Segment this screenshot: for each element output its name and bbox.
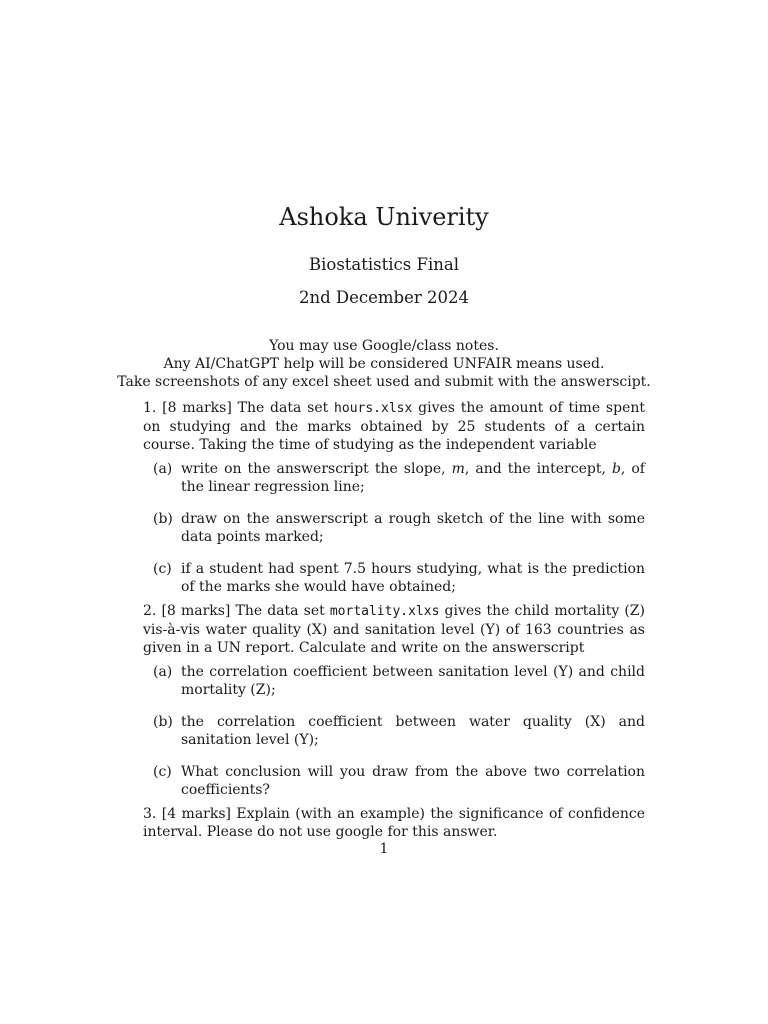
part-text: What conclusion will you draw from the above two correlation coefficients?	[181, 764, 645, 798]
instruction-line: You may use Google/class notes.	[269, 338, 499, 354]
question-2: 2. [8 marks] The data set mortality.xlxs gives the child mortality (Z) vis-à-vis water quality (X) and sanitation level (Y) of 163 countries as given in a UN report. Calculate and write on the answerscript	[143, 603, 645, 656]
course-title: Biostatistics Final	[309, 255, 459, 274]
part-label: (b)	[153, 511, 173, 527]
data-file-name: hours.xlsx	[334, 401, 413, 416]
question-3: 3. [4 marks] Explain (with an example) the significance of confidence interval. Please do not use google for this answer.	[143, 806, 645, 840]
data-file-name: mortality.xlxs	[329, 604, 440, 619]
page-number: 1	[379, 841, 389, 857]
part-text: if a student had spent 7.5 hours studying, what is the prediction of the marks she would have obtained;	[181, 561, 645, 595]
question-1b	[153, 510, 645, 546]
question-1: 1. [8 marks] The data set hours.xlsx gives the amount of time spent on studying and the marks obtained by 25 students of a certain course. Taking the time of studying as the independent variable	[143, 400, 645, 453]
question-2a	[153, 663, 645, 699]
question-1a	[153, 460, 645, 496]
question-2b	[153, 713, 645, 749]
exam-date: 2nd December 2024	[298, 288, 470, 307]
part-label: (b)	[153, 714, 173, 730]
part-text: the correlation coefficient between sanitation level (Y) and child mortality (Z);	[181, 664, 645, 698]
exam-instructions	[0, 337, 768, 391]
part-label: (c)	[153, 764, 172, 780]
part-label: (a)	[153, 664, 173, 680]
university-title: Ashoka Univerity	[279, 203, 489, 231]
questions	[143, 399, 645, 847]
instruction-line: Any AI/ChatGPT help will be considered UNFAIR means used.	[163, 356, 605, 372]
part-label: (a)	[153, 461, 173, 477]
part-text: write on the answerscript the slope, m, and the intercept, b, of the linear regression line;	[181, 461, 645, 495]
part-text: draw on the answerscript a rough sketch of the line with some data points marked;	[181, 511, 645, 545]
part-text: the correlation coefficient between water quality (X) and sanitation level (Y);	[181, 714, 645, 748]
question-2c	[153, 763, 645, 799]
instruction-line: Take screenshots of any excel sheet used and submit with the answerscipt.	[117, 374, 651, 390]
part-label: (c)	[153, 561, 172, 577]
question-1c	[153, 560, 645, 596]
